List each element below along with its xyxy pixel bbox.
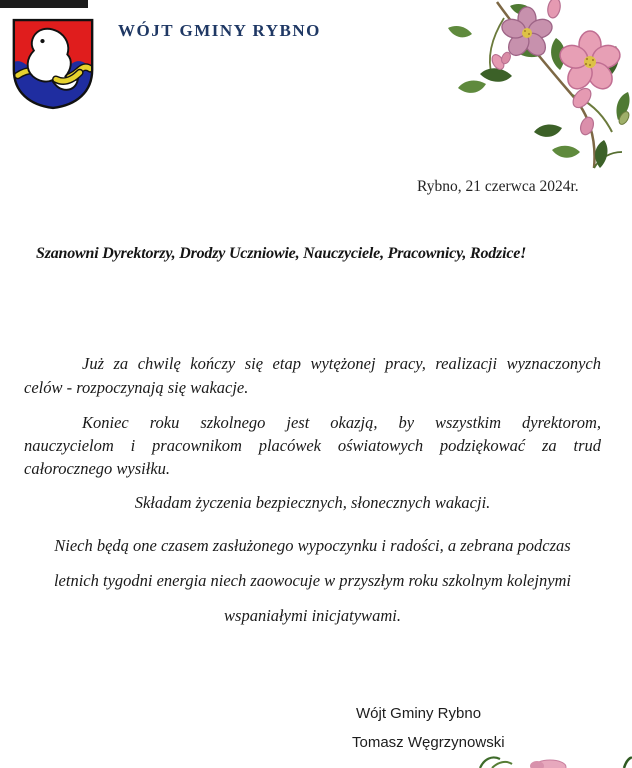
paragraph-line: Niech będą one czasem zasłużonego wypoczynku i radości, a zebrana podczas (54, 536, 571, 555)
paragraph-line: wspaniałymi inicjatywami. (224, 606, 401, 625)
signature-block (352, 700, 505, 757)
coat-of-arms-rybno-icon (10, 15, 96, 113)
flower-decoration-bottom-icon (442, 752, 632, 768)
signature-name: Tomasz Węgrzynowski (352, 734, 505, 751)
letterhead-title: WÓJT GMINY RYBNO (118, 21, 321, 40)
body-paragraph-4 (24, 528, 601, 633)
body-paragraph-2 (24, 411, 601, 480)
paragraph-line: całorocznego wysiłku. (24, 459, 171, 478)
body-paragraph-1 (24, 352, 601, 400)
paragraph-line: nauczycielom i pracownikom placówek oświatowych podziękować za trud (24, 436, 601, 455)
paragraph-line: Już za chwilę kończy się etap wytężonej pracy, realizacji wyznaczonych (82, 354, 601, 373)
paragraph-line: celów - rozpoczynają się wakacje. (24, 378, 249, 397)
flower-decoration-top-icon (442, 0, 632, 178)
body-paragraph-3 (24, 491, 601, 514)
scan-artifact-bar (0, 0, 88, 8)
paragraph-line: letnich tygodni energia niech zaowocuje w przyszłym roku szkolnym kolejnymi (53, 571, 572, 590)
dateline: Rybno, 21 czerwca 2024r. (417, 178, 579, 195)
paragraph-line: Składam życzenia bezpiecznych, słonecznych wakacji. (134, 493, 491, 512)
signature-role: Wójt Gminy Rybno (356, 705, 482, 722)
paragraph-line: Koniec roku szkolnego jest okazją, by wszystkim dyrektorom, (82, 413, 601, 432)
salutation: Szanowni Dyrektorzy, Drodzy Uczniowie, Nauczyciele, Pracownicy, Rodzice! (36, 245, 527, 262)
